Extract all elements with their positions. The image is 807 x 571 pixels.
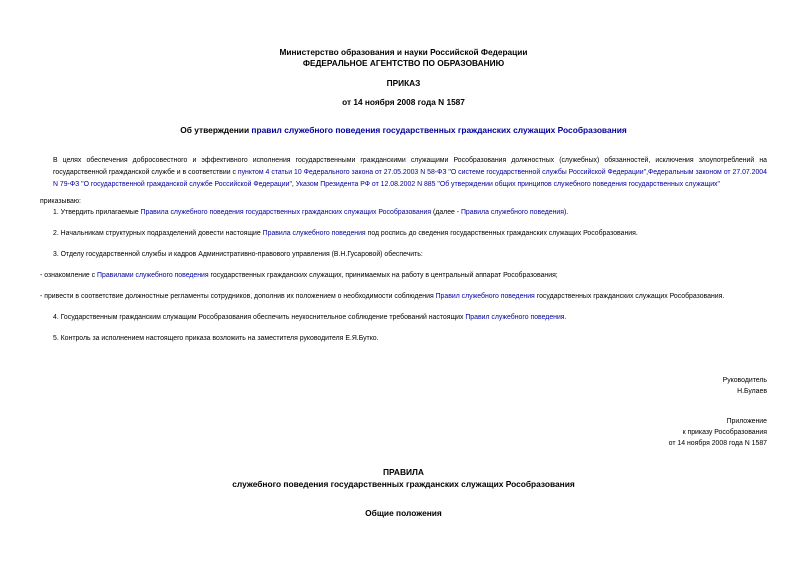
appendix-line-2: к приказу Рособразования [682, 429, 767, 436]
item-3: 3. Отделу государственной службы и кадров Административно-правового управления (В.Н.Гусаровой) обеспечить: [53, 251, 423, 258]
section-heading: Общие положения [365, 508, 442, 518]
preamble-paragraph [40, 155, 767, 191]
dash-2-text-a: - привести в соответствие должностные регламенты сотрудников, дополнив их положением о необходимости соблюдения [40, 293, 436, 300]
appendix-line-1: Приложение [726, 418, 767, 425]
dash-1-text-b: государственных гражданских служащих, принимаемых на работу в центральный аппарат Рособразования; [208, 272, 558, 279]
preamble-closing: приказываю: [40, 198, 81, 205]
signature-role: Руководитель [722, 377, 767, 384]
dash-2-text-b: государственных гражданских служащих Рособразования. [534, 293, 725, 300]
item-2-text-b: под роспись до сведения государственных гражданских служащих Рособразования. [365, 230, 638, 237]
rules-subtitle: служебного поведения государственных гражданских служащих Рособразования [232, 479, 575, 489]
item-2-link-rules[interactable]: Правила служебного поведения [262, 230, 366, 237]
item-3-dash-1 [40, 270, 767, 282]
rules-heading [0, 466, 807, 490]
item-1-text-a: 1. Утвердить прилагаемые [53, 209, 141, 216]
preamble-link-law-79[interactable]: Федеральным законом от 27.07.2004 N 79-ФЗ "О государственной гражданской службе Российской Федерации" [53, 169, 767, 188]
signature-block [723, 375, 767, 397]
ministry-name: Министерство образования и науки Российской Федерации [279, 47, 528, 57]
ministry-heading [0, 47, 807, 69]
preamble-text-2: , [646, 169, 648, 176]
item-1-text-c: ). [564, 209, 569, 216]
item-4-text-a: 4. Государственным гражданским служащим Рособразования обеспечить неукоснительное соблюдение требований настоящих [53, 314, 466, 321]
dash-1-link-rules[interactable]: Правилами служебного поведения [97, 272, 209, 279]
item-3-dash-2 [40, 291, 767, 303]
preamble-text-1: В целях обеспечения добросовестного и эффективного исполнения государственными гражданскими служащими Рособразования должностных (служебных) обязанностей, исключения злоупотреблений на государственной гражданской службе и в соответствии с [53, 157, 767, 176]
item-4-link-rules[interactable]: Правил служебного поведения [465, 314, 565, 321]
item-1-text-b: (далее - [431, 209, 461, 216]
doc-title-link[interactable]: правил служебного поведения государственных гражданских служащих Рособразования [251, 125, 627, 135]
appendix-block [669, 416, 767, 449]
item-1-link-rules[interactable]: Правила служебного поведения государственных гражданских служащих Рособразования [140, 209, 432, 216]
dash-1-text-a: - ознакомление с [40, 272, 98, 279]
signature-name: Н.Булаев [737, 388, 767, 395]
doc-date: от 14 ноября 2008 года N 1587 [342, 97, 465, 107]
rules-title: ПРАВИЛА [383, 467, 424, 477]
dash-2-link-rules[interactable]: Правил служебного поведения [435, 293, 535, 300]
item-4-text-b: . [564, 314, 567, 321]
item-2 [40, 228, 767, 240]
item-4 [40, 312, 767, 324]
agency-name: ФЕДЕРАЛЬНОЕ АГЕНТСТВО ПО ОБРАЗОВАНИЮ [302, 58, 505, 68]
item-2-text-a: 2. Начальникам структурных подразделений довести настоящие [53, 230, 263, 237]
doc-type: ПРИКАЗ [386, 78, 421, 88]
item-5: 5. Контроль за исполнением настоящего приказа возложить на заместителя руководителя Е.Я.Бутко. [53, 335, 379, 342]
preamble-link-decree-885[interactable]: Указом Президента РФ от 12.08.2002 N 885 "Об утверждении общих принципов служебного поведения государственных служащих" [295, 181, 720, 188]
appendix-line-3: от 14 ноября 2008 года N 1587 [668, 440, 767, 447]
doc-title [0, 125, 807, 136]
doc-title-prefix: Об утверждении [180, 125, 252, 135]
item-1-link-rules-short[interactable]: Правила служебного поведения [460, 209, 564, 216]
preamble-text-3: , [291, 181, 296, 188]
item-1 [40, 207, 767, 219]
preamble-link-law-58[interactable]: пунктом 4 статьи 10 Федерального закона от 27.05.2003 N 58-ФЗ "О системе государственной службы Российской Федерации" [237, 169, 647, 176]
